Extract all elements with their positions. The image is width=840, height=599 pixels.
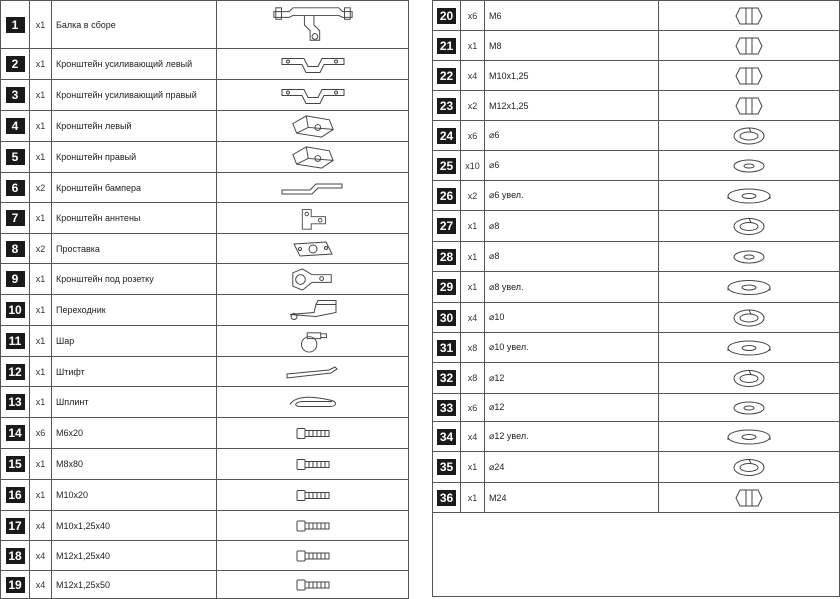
parts-table-right <box>432 0 840 597</box>
parts-table-left <box>0 0 409 599</box>
part-number-cell <box>1 326 30 357</box>
part-quantity: x6 <box>30 418 52 449</box>
part-number-cell <box>1 295 30 326</box>
part-quantity: x8 <box>461 363 485 394</box>
part-illustration <box>217 541 409 571</box>
part-number-cell <box>1 173 30 203</box>
part-quantity: x1 <box>30 357 52 387</box>
cotter-pin-icon <box>217 390 408 415</box>
part-illustration <box>217 264 409 295</box>
part-number-cell <box>1 49 30 80</box>
bolt-icon <box>217 544 408 568</box>
part-number: 5 <box>6 149 25 165</box>
part-number-cell <box>1 449 30 480</box>
part-row <box>1 480 409 511</box>
side-bracket-icon <box>217 145 408 170</box>
part-name: ⌀8 увел. <box>485 272 659 303</box>
part-quantity: x1 <box>461 272 485 303</box>
part-illustration <box>659 394 840 422</box>
part-row <box>433 452 840 483</box>
part-name: M12x1,25x50 <box>52 571 217 599</box>
spring-washer-icon <box>659 455 839 480</box>
part-illustration <box>659 121 840 151</box>
part-quantity: x1 <box>30 111 52 142</box>
part-row <box>1 49 409 80</box>
part-number-cell <box>1 387 30 418</box>
part-row <box>433 61 840 91</box>
bumper-bracket-icon <box>217 176 408 200</box>
part-illustration <box>217 571 409 599</box>
part-row <box>1 142 409 173</box>
part-row <box>433 151 840 181</box>
part-illustration <box>659 422 840 452</box>
part-number: 26 <box>437 188 456 204</box>
spacer-icon <box>217 237 408 261</box>
part-name: ⌀12 <box>485 394 659 422</box>
part-number: 17 <box>6 518 25 534</box>
part-illustration <box>659 151 840 181</box>
part-number-cell <box>433 31 461 61</box>
part-name: M8 <box>485 31 659 61</box>
part-row <box>1 295 409 326</box>
part-number-cell <box>433 394 461 422</box>
part-quantity: x1 <box>30 80 52 111</box>
part-number-cell <box>1 511 30 541</box>
part-number: 20 <box>437 8 456 24</box>
part-illustration <box>217 295 409 326</box>
part-name: ⌀24 <box>485 452 659 483</box>
bolt-icon <box>217 514 408 538</box>
tow-ball-icon <box>217 329 408 354</box>
part-name: ⌀6 <box>485 121 659 151</box>
part-illustration <box>659 333 840 363</box>
part-quantity: x4 <box>461 422 485 452</box>
part-quantity: x1 <box>461 211 485 242</box>
part-quantity: x1 <box>30 1 52 49</box>
part-quantity: x6 <box>461 394 485 422</box>
part-illustration <box>659 483 840 513</box>
part-number-cell <box>1 203 30 234</box>
part-illustration <box>659 242 840 272</box>
part-number-cell <box>433 91 461 121</box>
part-number: 29 <box>437 279 456 295</box>
part-row <box>433 333 840 363</box>
bolt-icon <box>217 574 408 596</box>
part-quantity: x1 <box>461 483 485 513</box>
adapter-icon <box>217 298 408 323</box>
part-number: 12 <box>6 364 25 380</box>
part-number: 14 <box>6 425 25 441</box>
part-quantity: x1 <box>30 295 52 326</box>
part-number: 8 <box>6 241 25 257</box>
part-row <box>1 234 409 264</box>
part-number: 2 <box>6 56 25 72</box>
part-row <box>1 571 409 599</box>
part-row <box>433 272 840 303</box>
part-number: 32 <box>437 370 456 386</box>
spring-washer-icon <box>659 214 839 239</box>
part-quantity: x1 <box>30 264 52 295</box>
part-row <box>433 422 840 452</box>
bolt-icon <box>217 452 408 477</box>
part-number-cell <box>433 452 461 483</box>
part-row <box>1 173 409 203</box>
large-washer-icon <box>659 184 839 208</box>
part-illustration <box>659 363 840 394</box>
part-name: Кронштейн бампера <box>52 173 217 203</box>
part-number-cell <box>433 181 461 211</box>
part-illustration <box>659 61 840 91</box>
part-number: 11 <box>6 333 25 349</box>
part-row <box>433 91 840 121</box>
part-number: 28 <box>437 249 456 265</box>
part-name: M10x1,25 <box>485 61 659 91</box>
part-quantity: x2 <box>461 91 485 121</box>
part-number-cell <box>1 1 30 49</box>
part-number-cell <box>433 303 461 333</box>
flat-washer-icon <box>659 397 839 419</box>
nut-icon <box>659 486 839 510</box>
bolt-icon <box>217 421 408 446</box>
part-number: 15 <box>6 456 25 472</box>
part-illustration <box>217 511 409 541</box>
part-number: 24 <box>437 128 456 144</box>
part-number: 30 <box>437 310 456 326</box>
part-number-cell <box>1 418 30 449</box>
part-quantity: x1 <box>461 242 485 272</box>
part-name: Кронштейн усиливающий правый <box>52 80 217 111</box>
part-row <box>1 418 409 449</box>
part-number: 6 <box>6 180 25 196</box>
part-number: 33 <box>437 400 456 416</box>
part-row <box>1 111 409 142</box>
part-number: 9 <box>6 271 25 287</box>
part-quantity: x10 <box>461 151 485 181</box>
part-row <box>1 203 409 234</box>
part-number: 21 <box>437 38 456 54</box>
part-name: ⌀12 увел. <box>485 422 659 452</box>
part-number-cell <box>433 333 461 363</box>
part-name: M10x1,25x40 <box>52 511 217 541</box>
part-number: 34 <box>437 429 456 445</box>
part-row <box>433 363 840 394</box>
part-quantity: x1 <box>461 452 485 483</box>
part-name: ⌀6 увел. <box>485 181 659 211</box>
part-quantity: x2 <box>30 173 52 203</box>
part-illustration <box>659 303 840 333</box>
flat-washer-icon <box>659 245 839 269</box>
part-row <box>1 387 409 418</box>
part-illustration <box>217 80 409 111</box>
side-bracket-icon <box>217 114 408 139</box>
part-name: M24 <box>485 483 659 513</box>
part-number: 1 <box>6 17 25 33</box>
part-illustration <box>217 203 409 234</box>
bolt-icon <box>217 483 408 508</box>
flat-washer-icon <box>659 154 839 178</box>
part-number-cell <box>1 541 30 571</box>
part-name: M6 <box>485 1 659 31</box>
part-illustration <box>659 181 840 211</box>
spring-washer-icon <box>659 306 839 330</box>
part-illustration <box>659 452 840 483</box>
empty-cell <box>433 513 840 597</box>
spring-washer-icon <box>659 124 839 148</box>
part-name: Переходник <box>52 295 217 326</box>
part-name: M6x20 <box>52 418 217 449</box>
part-illustration <box>217 480 409 511</box>
large-washer-icon <box>659 425 839 449</box>
pin-icon <box>217 360 408 384</box>
part-name: ⌀8 <box>485 211 659 242</box>
nut-icon <box>659 4 839 28</box>
part-illustration <box>217 326 409 357</box>
part-number: 13 <box>6 394 25 410</box>
part-number: 18 <box>6 548 25 564</box>
part-number-cell <box>433 61 461 91</box>
part-name: M10x20 <box>52 480 217 511</box>
part-quantity: x4 <box>461 61 485 91</box>
part-row <box>433 303 840 333</box>
part-quantity: x1 <box>461 31 485 61</box>
part-name: Кронштейн аннтены <box>52 203 217 234</box>
part-number: 27 <box>437 218 456 234</box>
nut-icon <box>659 64 839 88</box>
part-number: 22 <box>437 68 456 84</box>
part-row <box>1 541 409 571</box>
part-quantity: x1 <box>30 449 52 480</box>
part-number: 3 <box>6 87 25 103</box>
part-number-cell <box>433 422 461 452</box>
part-name: ⌀8 <box>485 242 659 272</box>
part-number: 31 <box>437 340 456 356</box>
part-number-cell <box>1 357 30 387</box>
part-quantity: x1 <box>30 480 52 511</box>
part-illustration <box>217 1 409 49</box>
part-quantity: x2 <box>30 234 52 264</box>
part-quantity: x1 <box>30 326 52 357</box>
part-name: Шплинт <box>52 387 217 418</box>
nut-icon <box>659 34 839 58</box>
part-illustration <box>217 111 409 142</box>
part-illustration <box>659 211 840 242</box>
part-number-cell <box>433 483 461 513</box>
part-quantity: x6 <box>461 121 485 151</box>
part-name: Шар <box>52 326 217 357</box>
part-quantity: x8 <box>461 333 485 363</box>
part-row <box>433 121 840 151</box>
part-number: 23 <box>437 98 456 114</box>
part-row <box>433 394 840 422</box>
part-illustration <box>217 49 409 80</box>
part-illustration <box>217 173 409 203</box>
part-quantity: x4 <box>30 511 52 541</box>
part-number-cell <box>433 211 461 242</box>
reinforcing-bracket-icon <box>217 52 408 77</box>
part-name: Проставка <box>52 234 217 264</box>
part-row <box>1 326 409 357</box>
part-number-cell <box>433 1 461 31</box>
part-number-cell <box>1 111 30 142</box>
part-quantity: x2 <box>461 181 485 211</box>
part-number-cell <box>1 571 30 599</box>
part-name: Кронштейн левый <box>52 111 217 142</box>
part-illustration <box>217 234 409 264</box>
part-number-cell <box>433 363 461 394</box>
part-number-cell <box>433 121 461 151</box>
part-name: ⌀10 увел. <box>485 333 659 363</box>
part-name: ⌀12 <box>485 363 659 394</box>
part-name: ⌀6 <box>485 151 659 181</box>
part-row <box>433 1 840 31</box>
part-illustration <box>659 91 840 121</box>
large-washer-icon <box>659 336 839 360</box>
part-illustration <box>217 142 409 173</box>
part-number: 10 <box>6 302 25 318</box>
socket-bracket-icon <box>217 267 408 292</box>
part-illustration <box>217 387 409 418</box>
part-name: M12x1,25x40 <box>52 541 217 571</box>
part-quantity: x4 <box>30 571 52 599</box>
empty-row <box>433 513 840 597</box>
large-washer-icon <box>659 275 839 300</box>
part-row <box>433 181 840 211</box>
part-name: M12x1,25 <box>485 91 659 121</box>
part-name: Штифт <box>52 357 217 387</box>
part-quantity: x4 <box>461 303 485 333</box>
part-number: 19 <box>6 577 25 593</box>
part-number-cell <box>1 142 30 173</box>
part-illustration <box>217 418 409 449</box>
part-quantity: x1 <box>30 142 52 173</box>
part-row <box>1 511 409 541</box>
part-number-cell <box>1 264 30 295</box>
spring-washer-icon <box>659 366 839 391</box>
part-illustration <box>217 357 409 387</box>
part-illustration <box>217 449 409 480</box>
part-quantity: x1 <box>30 387 52 418</box>
part-number-cell <box>433 272 461 303</box>
part-illustration <box>659 1 840 31</box>
part-number: 4 <box>6 118 25 134</box>
antenna-bracket-icon <box>217 206 408 231</box>
part-quantity: x4 <box>30 541 52 571</box>
part-number-cell <box>1 234 30 264</box>
nut-icon <box>659 94 839 118</box>
part-number: 7 <box>6 210 25 226</box>
part-name: Балка в сборе <box>52 1 217 49</box>
part-name: ⌀10 <box>485 303 659 333</box>
part-number-cell <box>1 480 30 511</box>
part-number-cell <box>433 151 461 181</box>
part-row <box>1 449 409 480</box>
part-number-cell <box>433 242 461 272</box>
part-quantity: x1 <box>30 49 52 80</box>
part-row <box>1 264 409 295</box>
part-illustration <box>659 272 840 303</box>
part-number: 36 <box>437 490 456 506</box>
part-row <box>433 211 840 242</box>
part-number: 25 <box>437 158 456 174</box>
part-quantity: x6 <box>461 1 485 31</box>
part-row <box>433 31 840 61</box>
part-row <box>1 357 409 387</box>
reinforcing-bracket-icon <box>217 83 408 108</box>
part-row <box>433 242 840 272</box>
part-number: 16 <box>6 487 25 503</box>
part-number: 35 <box>437 459 456 475</box>
part-row <box>1 80 409 111</box>
part-name: Кронштейн под розетку <box>52 264 217 295</box>
part-row <box>1 1 409 49</box>
part-name: Кронштейн правый <box>52 142 217 173</box>
part-number-cell <box>1 80 30 111</box>
hitch-beam-icon <box>217 4 408 46</box>
part-illustration <box>659 31 840 61</box>
part-quantity: x1 <box>30 203 52 234</box>
part-name: M8x80 <box>52 449 217 480</box>
part-name: Кронштейн усиливающий левый <box>52 49 217 80</box>
part-row <box>433 483 840 513</box>
